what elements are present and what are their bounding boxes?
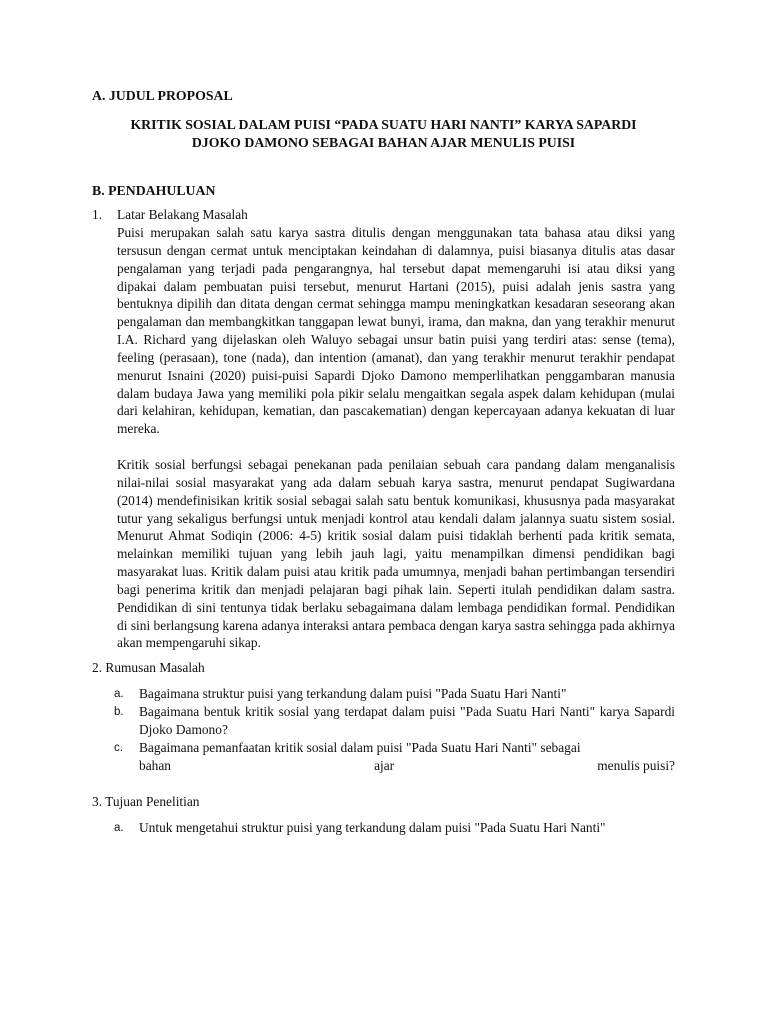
list-item-letter: a. [114,822,124,835]
list-item-text-block [139,739,675,775]
latar-paragraph-2: Kritik sosial berfungsi sebagai penekanan pada penilaian sebuah cara pandang dalam menganalisis nilai-nilai sosial masyarakat yang ada dalam sebuah karya sastra, menurut pendapat Sugiwardana (2014) mendefinisikan kritik sosial sebagai salah satu bentuk komunikasi, khususnya pada masyarakat tutur yang sekaligus berfungsi untuk menjadi kontrol atau kendali dalam jalannya suatu sistem sosial. Menurut Ahmat Sodiqin (2006: 4-5) kritik sosial dalam puisi tidaklah berhenti pada kritik semata, melainkan memiliki tujuan yang lebih jauh lagi, yaitu menampilkan dimensi pendidikan bagi masyarakat luas. Kritik dalam puisi atau kritik pada umumnya, menjadi bahan pertimbangan tersendiri bagi penerima kritik dan menjadi pelajaran bagi pihak lain. Seperti itulah pendidikan dalam sastra. Pendidikan di sini tentunya tidak berlaku sebagaimana dalam lembaga pendidikan formal. Pendidikan di sini berlangsung karena adanya interaksi antara pembaca dengan karya sastra sehingga pada akhirnya akan mempengaruhi sikap. [117,456,675,651]
latar-belakang-number: 1. [92,207,103,222]
list-item [114,819,675,837]
proposal-title [92,116,675,152]
tujuan-penelitian-list [92,819,675,837]
latar-belakang-heading [92,206,675,224]
latar-belakang-label: Latar Belakang Masalah [117,207,248,222]
list-item [114,703,675,739]
list-item-text: Bagaimana bentuk kritik sosial yang terdapat dalam puisi "Pada Suatu Hari Nanti" karya Sapardi Djoko Damono? [139,704,675,738]
list-item-letter: c. [114,742,123,755]
latar-paragraph-1: Puisi merupakan salah satu karya sastra ditulis dengan menggunakan tata bahasa atau diksi yang tersusun dengan cermat untuk menciptakan keindahan di dalamnya, puisi biasanya ditulis atas dasar pengalaman yang terjadi pada pengarangnya, hal tersebut dapat memengaruhi isi atau diksi yang dipakai dalam pembuatan puisi tersebut, menurut Hartani (2015), puisi adalah jenis sastra yang bentuknya dipilih dan ditata dengan cermat sehingga mampu meningkatkan kesadaran seseorang akan pengalaman dan membangkitkan tanggapan lewat bunyi, irama, dan makna, dan yang terakhir menurut I.A. Richard yang dijelaskan oleh Waluyo sebagai unsur batin puisi yang terdiri atas: sense (tema), feeling (perasaan), tone (nada), dan intention (amanat), dan yang terakhir menurut terakhir pendapat menurut Isnaini (2020) puisi-puisi Sapardi Djoko Damono memperlihatkan penggambaran manusia dalam budaya Jawa yang memiliki pola pikir selalu mengaitkan segala aspek dalam kehidupan (mulai dari kelahiran, kehidupan, kematian, dan pascakematian) dengan kepercayaan adanya kekuatan di luar mereka. [117,225,675,437]
rumusan-masalah-list [92,685,675,775]
continuation-word: ajar [374,758,395,774]
list-item [114,685,675,703]
list-item-letter: a. [114,688,124,701]
list-item-text: Bagaimana struktur puisi yang terkandung dalam puisi "Pada Suatu Hari Nanti" [139,686,567,702]
proposal-title-line-1: KRITIK SOSIAL DALAM PUISI “PADA SUATU HARI NANTI” KARYA SAPARDI [130,117,637,132]
tujuan-penelitian-heading: 3. Tujuan Penelitian [92,794,200,810]
continuation-word: menulis puisi? [597,758,675,774]
list-item [114,739,675,775]
continuation-word: bahan [139,758,171,774]
list-item-text: Bagaimana pemanfaatan kritik sosial dalam puisi "Pada Suatu Hari Nanti" sebagai [139,740,581,756]
proposal-title-line-2: DJOKO DAMONO SEBAGAI BAHAN AJAR MENULIS PUISI [191,135,576,150]
document-page [92,86,675,837]
section-b-heading: B. PENDAHULUAN [92,183,216,198]
list-item-text: Untuk mengetahui struktur puisi yang terkandung dalam puisi "Pada Suatu Hari Nanti" [139,820,606,836]
section-a-heading: A. JUDUL PROPOSAL [92,88,233,103]
list-item-letter: b. [114,706,124,719]
rumusan-masalah-heading: 2. Rumusan Masalah [92,660,205,676]
list-item-text-continuation [139,757,675,775]
